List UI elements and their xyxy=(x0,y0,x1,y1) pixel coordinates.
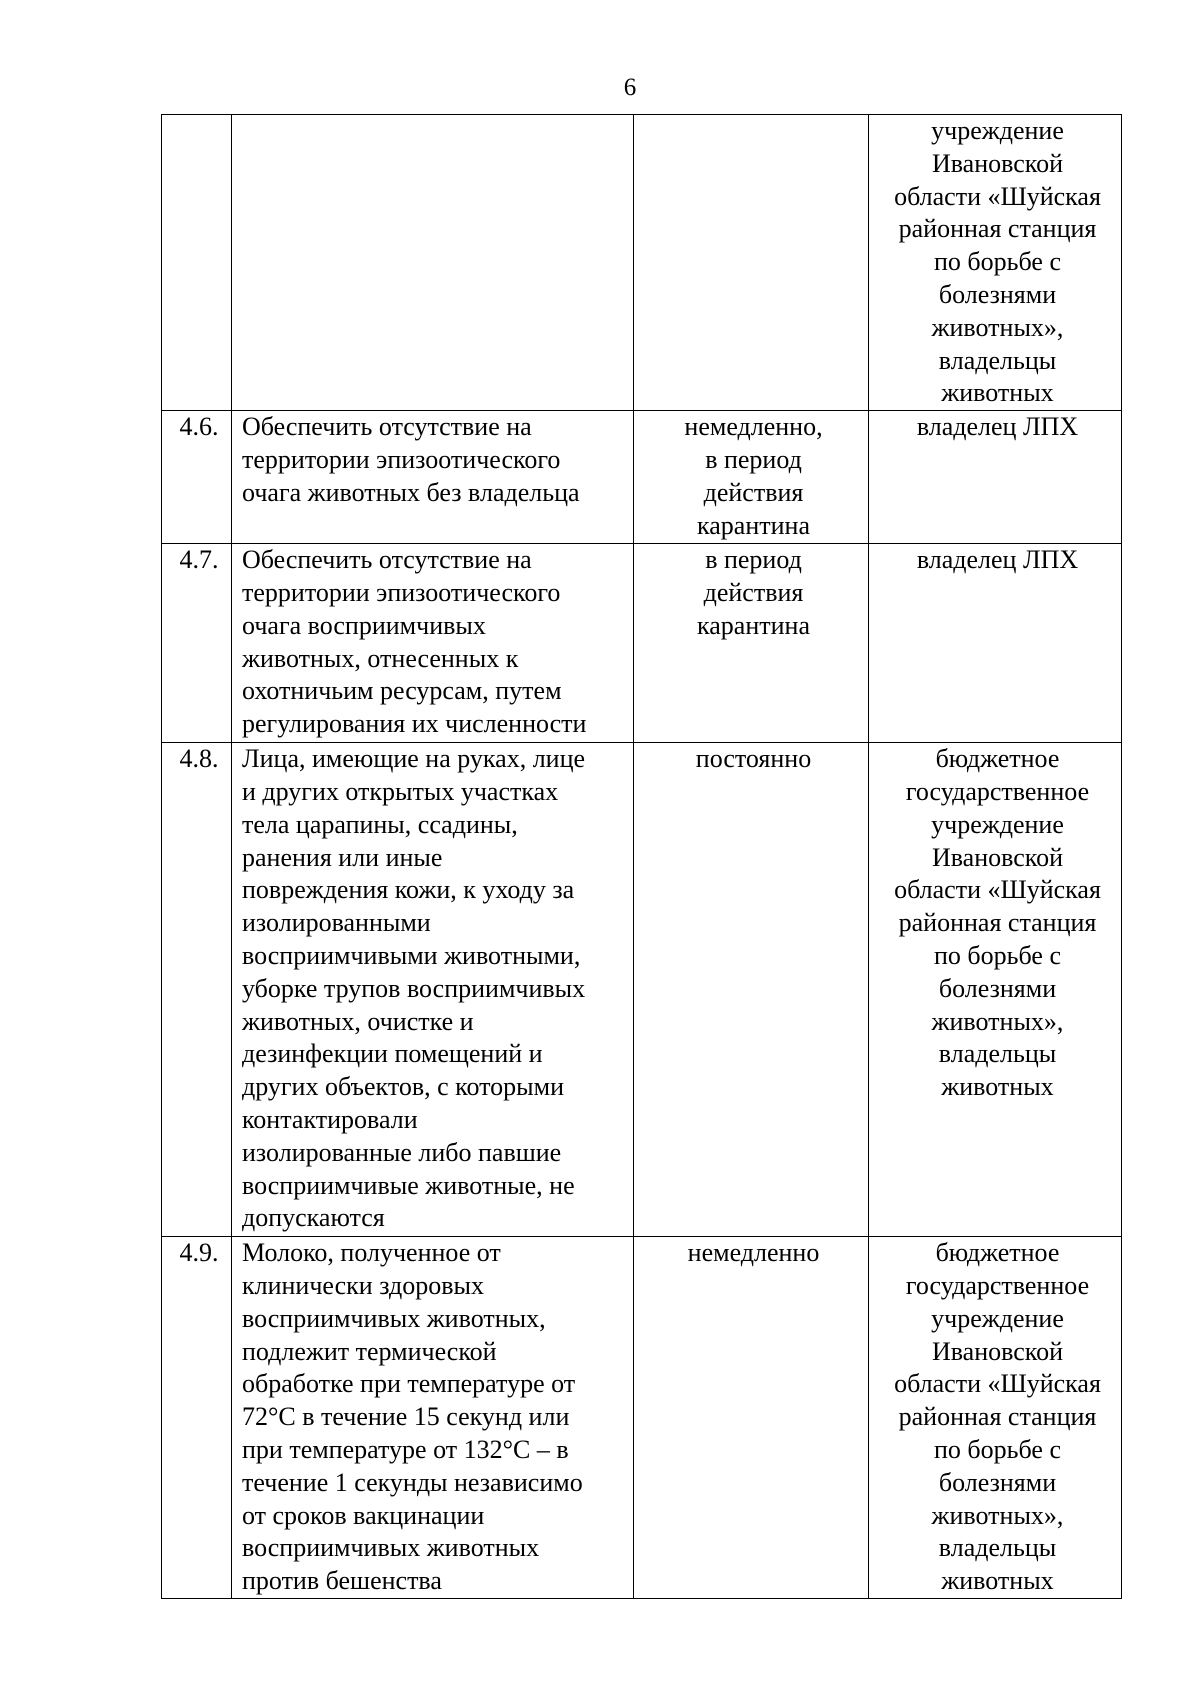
responsible-text: бюджетное государственное учреждение Ивановской области «Шуйская районная станция по борьбе с болезнями животных», владельцы животных xyxy=(894,744,1101,1102)
page-number: 6 xyxy=(623,74,637,101)
action-cell xyxy=(232,1237,634,1599)
row-number-cell xyxy=(162,544,232,743)
table-row xyxy=(162,115,1122,411)
responsible-cell xyxy=(869,115,1122,411)
row-number-cell xyxy=(162,115,232,411)
table-row xyxy=(162,743,1122,1237)
term-text: в период действия карантина xyxy=(697,545,810,640)
responsible-text: владелец ЛПХ xyxy=(916,412,1079,442)
action-text: Лица, имеющие на руках, лице и других открытых участках тела царапины, ссадины, ранения или иные повреждения кожи, к уходу за изолированными восприимчивыми животными, уборке трупов восприимчивых животных, очистке и дезинфекции помещений и других объектов, с которыми контактировали изолированные либо павшие восприимчивые животные, не допускаются xyxy=(242,744,586,1233)
term-text: немедленно xyxy=(687,1238,820,1268)
measures-table xyxy=(161,114,1122,1599)
responsible-cell xyxy=(869,1237,1122,1599)
action-text: Обеспечить отсутствие на территории эпизоотического очага животных без владельца xyxy=(242,412,580,507)
responsible-text: владелец ЛПХ xyxy=(916,545,1079,575)
action-cell xyxy=(232,411,634,544)
table-row xyxy=(162,544,1122,743)
row-number: 4.6. xyxy=(179,412,219,442)
row-number: 4.8. xyxy=(179,744,219,774)
term-cell xyxy=(634,743,869,1237)
row-number: 4.7. xyxy=(179,545,219,575)
responsible-cell xyxy=(869,544,1122,743)
responsible-text: учреждение Ивановской области «Шуйская районная станция по борьбе с болезнями животных», владельцы животных xyxy=(894,116,1101,408)
responsible-cell xyxy=(869,411,1122,544)
action-cell xyxy=(232,743,634,1237)
term-cell xyxy=(634,115,869,411)
responsible-cell xyxy=(869,743,1122,1237)
row-number-cell xyxy=(162,743,232,1237)
term-cell xyxy=(634,411,869,544)
action-cell xyxy=(232,544,634,743)
action-cell xyxy=(232,115,634,411)
row-number-cell xyxy=(162,411,232,544)
action-text: Молоко, полученное от клинически здоровых восприимчивых животных, подлежит термической обработке при температуре от 72°С в течение 15 секунд или при температуре от 132°С – в течение 1 секунды независимо от сроков вакцинации восприимчивых животных против бешенства xyxy=(242,1238,583,1596)
term-cell xyxy=(634,1237,869,1599)
row-number-cell xyxy=(162,1237,232,1599)
table-row xyxy=(162,411,1122,544)
term-text: постоянно xyxy=(695,744,812,774)
action-text: Обеспечить отсутствие на территории эпизоотического очага восприимчивых животных, отнесенных к охотничьим ресурсам, путем регулирования их численности xyxy=(242,545,587,739)
table-row xyxy=(162,1237,1122,1599)
responsible-text: бюджетное государственное учреждение Ивановской области «Шуйская районная станция по борьбе с болезнями животных», владельцы животных xyxy=(894,1238,1101,1596)
term-cell xyxy=(634,544,869,743)
term-text: немедленно, в период действия карантина xyxy=(684,412,823,540)
row-number: 4.9. xyxy=(179,1238,219,1268)
